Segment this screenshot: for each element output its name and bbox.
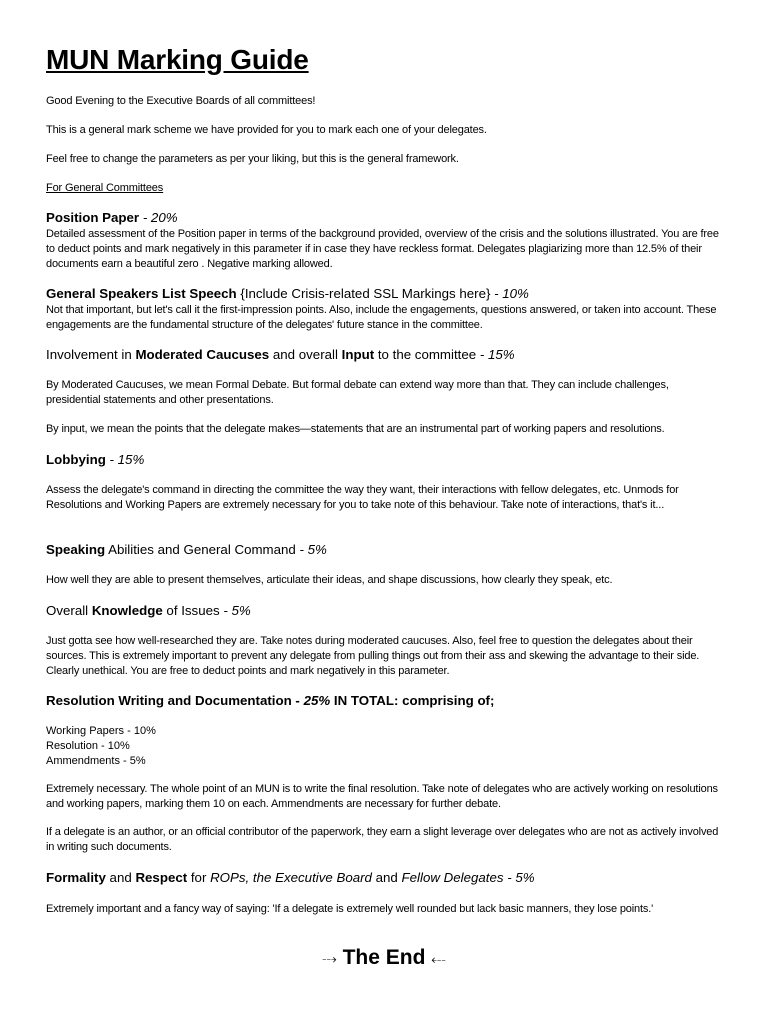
position-paper-weight: - 20% [142,210,178,225]
moderated-body-1: By Moderated Caucuses, we mean Formal Debate. But formal debate can extend way more than that. They can include challenges, presidential statements and other presentations. [46,379,669,406]
knowledge-heading [46,602,726,620]
formality-title: Formality [46,870,106,885]
gsl-body: Not that important, but let's call it the first-impression points. Also, include the engagements, questions answered, or taken into account. These engagements are the fundamental structure of the delegates' future stance in the committee. [46,304,717,331]
formality-heading-part: for [187,870,211,885]
gsl-title: General Speakers List Speech [46,286,237,301]
section-label: For General Committees [46,182,164,194]
lobbying-weight: - 15% [109,452,145,467]
moderated-heading [46,346,726,364]
knowledge-title: Knowledge [91,603,163,618]
list-item: Ammendments - 5% [46,755,146,767]
formality-heading-italic: Fellow Delegates [401,870,504,885]
ornament-left-icon: ⤏ [322,950,337,967]
gsl-heading [46,285,726,303]
moderated-heading-bold: Moderated Caucuses [135,347,270,362]
the-end-text: The End [342,946,426,969]
formality-heading-italic: ROPs, the Executive Board [210,870,372,885]
intro-scheme: This is a general mark scheme we have provided for you to mark each one of your delegates. [46,124,487,136]
resolution-title: Resolution Writing and Documentation - [46,693,304,708]
moderated-weight: - 15% [479,347,515,362]
intro-freedom: Feel free to change the parameters as per your liking, but this is the general framework. [46,153,459,165]
knowledge-pre: Overall [46,603,92,618]
speaking-heading [46,541,726,559]
lobbying-heading [46,451,726,469]
list-item: Working Papers - 10% [46,725,156,737]
moderated-heading-part: Involvement in [46,347,136,362]
speaking-body: How well they are able to present themselves, articulate their ideas, and shape discussions, how clearly they speak, etc. [46,574,613,586]
resolution-breakdown-list [46,724,726,769]
position-paper-title: Position Paper [46,210,140,225]
formality-heading [46,869,726,887]
respect-title: Respect [135,870,188,885]
page-title: MUN Marking Guide [46,44,309,75]
resolution-body-2: If a delegate is an author, or an official contributor of the paperwork, they earn a slight leverage over delegates who are not as actively involved in writing such documents. [46,826,719,853]
resolution-body-1: Extremely necessary. The whole point of an MUN is to write the final resolution. Take note of delegates who are actively working on resolutions and working papers, marking them 10 on each. Ammendments are necessary for further debate. [46,783,718,810]
speaking-title: Speaking [46,542,106,557]
knowledge-body: Just gotta see how well-researched they are. Take notes during moderated caucuses. Also, feel free to question the delegates about their sources. This is extremely important to prevent any delegate from pulling things out from their ass and skewing the advantage to their side. Clearly unethical. You are free to deduct points and mark negatively in this parameter. [46,635,700,677]
list-item: Resolution - 10% [46,740,130,752]
moderated-heading-part: to the committee [374,347,480,362]
speaking-weight: - 5% [299,542,327,557]
moderated-body-2: By input, we mean the points that the delegate makes—statements that are an instrumental part of working papers and resolutions. [46,423,665,435]
formality-heading-part: and [371,870,402,885]
knowledge-rest: of Issues [162,603,224,618]
resolution-rest: IN TOTAL: comprising of; [330,693,495,708]
lobbying-body: Assess the delegate's command in directing the committee the way they want, their interactions with fellow delegates, etc. Unmods for Resolutions and Working Papers are extremely necessary for you to take note of this behaviour. Take note of interactions, that's it... [46,484,679,511]
speaking-rest: Abilities and General Command [105,542,300,557]
position-paper-heading [46,209,726,227]
knowledge-weight: - 5% [223,603,251,618]
formality-body: Extremely important and a fancy way of saying: 'If a delegate is extremely well rounded but lack basic manners, they lose points.' [46,903,654,915]
input-heading-bold: Input [341,347,375,362]
resolution-weight: 25% [303,693,331,708]
formality-heading-part: and [105,870,136,885]
formality-weight: - 5% [503,870,535,885]
position-paper-body: Detailed assessment of the Position paper in terms of the background provided, overview of the crisis and the solutions illustrated. You are free to deduct points and mark negatively in this parameter if in case they have reckless format. Delegates plagiarizing more than 12.5% of their documents earn a beautiful zero . Negative marking allowed. [46,228,719,270]
moderated-heading-part: and overall [269,347,342,362]
gsl-weight: - 10% [494,286,529,301]
gsl-note: {Include Crisis-related SSL Markings here} [236,286,495,301]
ornament-right-icon: ⤎ [431,950,446,967]
lobbying-title: Lobbying [46,452,106,467]
the-end-footer [0,944,768,972]
resolution-heading [46,692,726,710]
intro-greeting: Good Evening to the Executive Boards of all committees! [46,95,316,107]
